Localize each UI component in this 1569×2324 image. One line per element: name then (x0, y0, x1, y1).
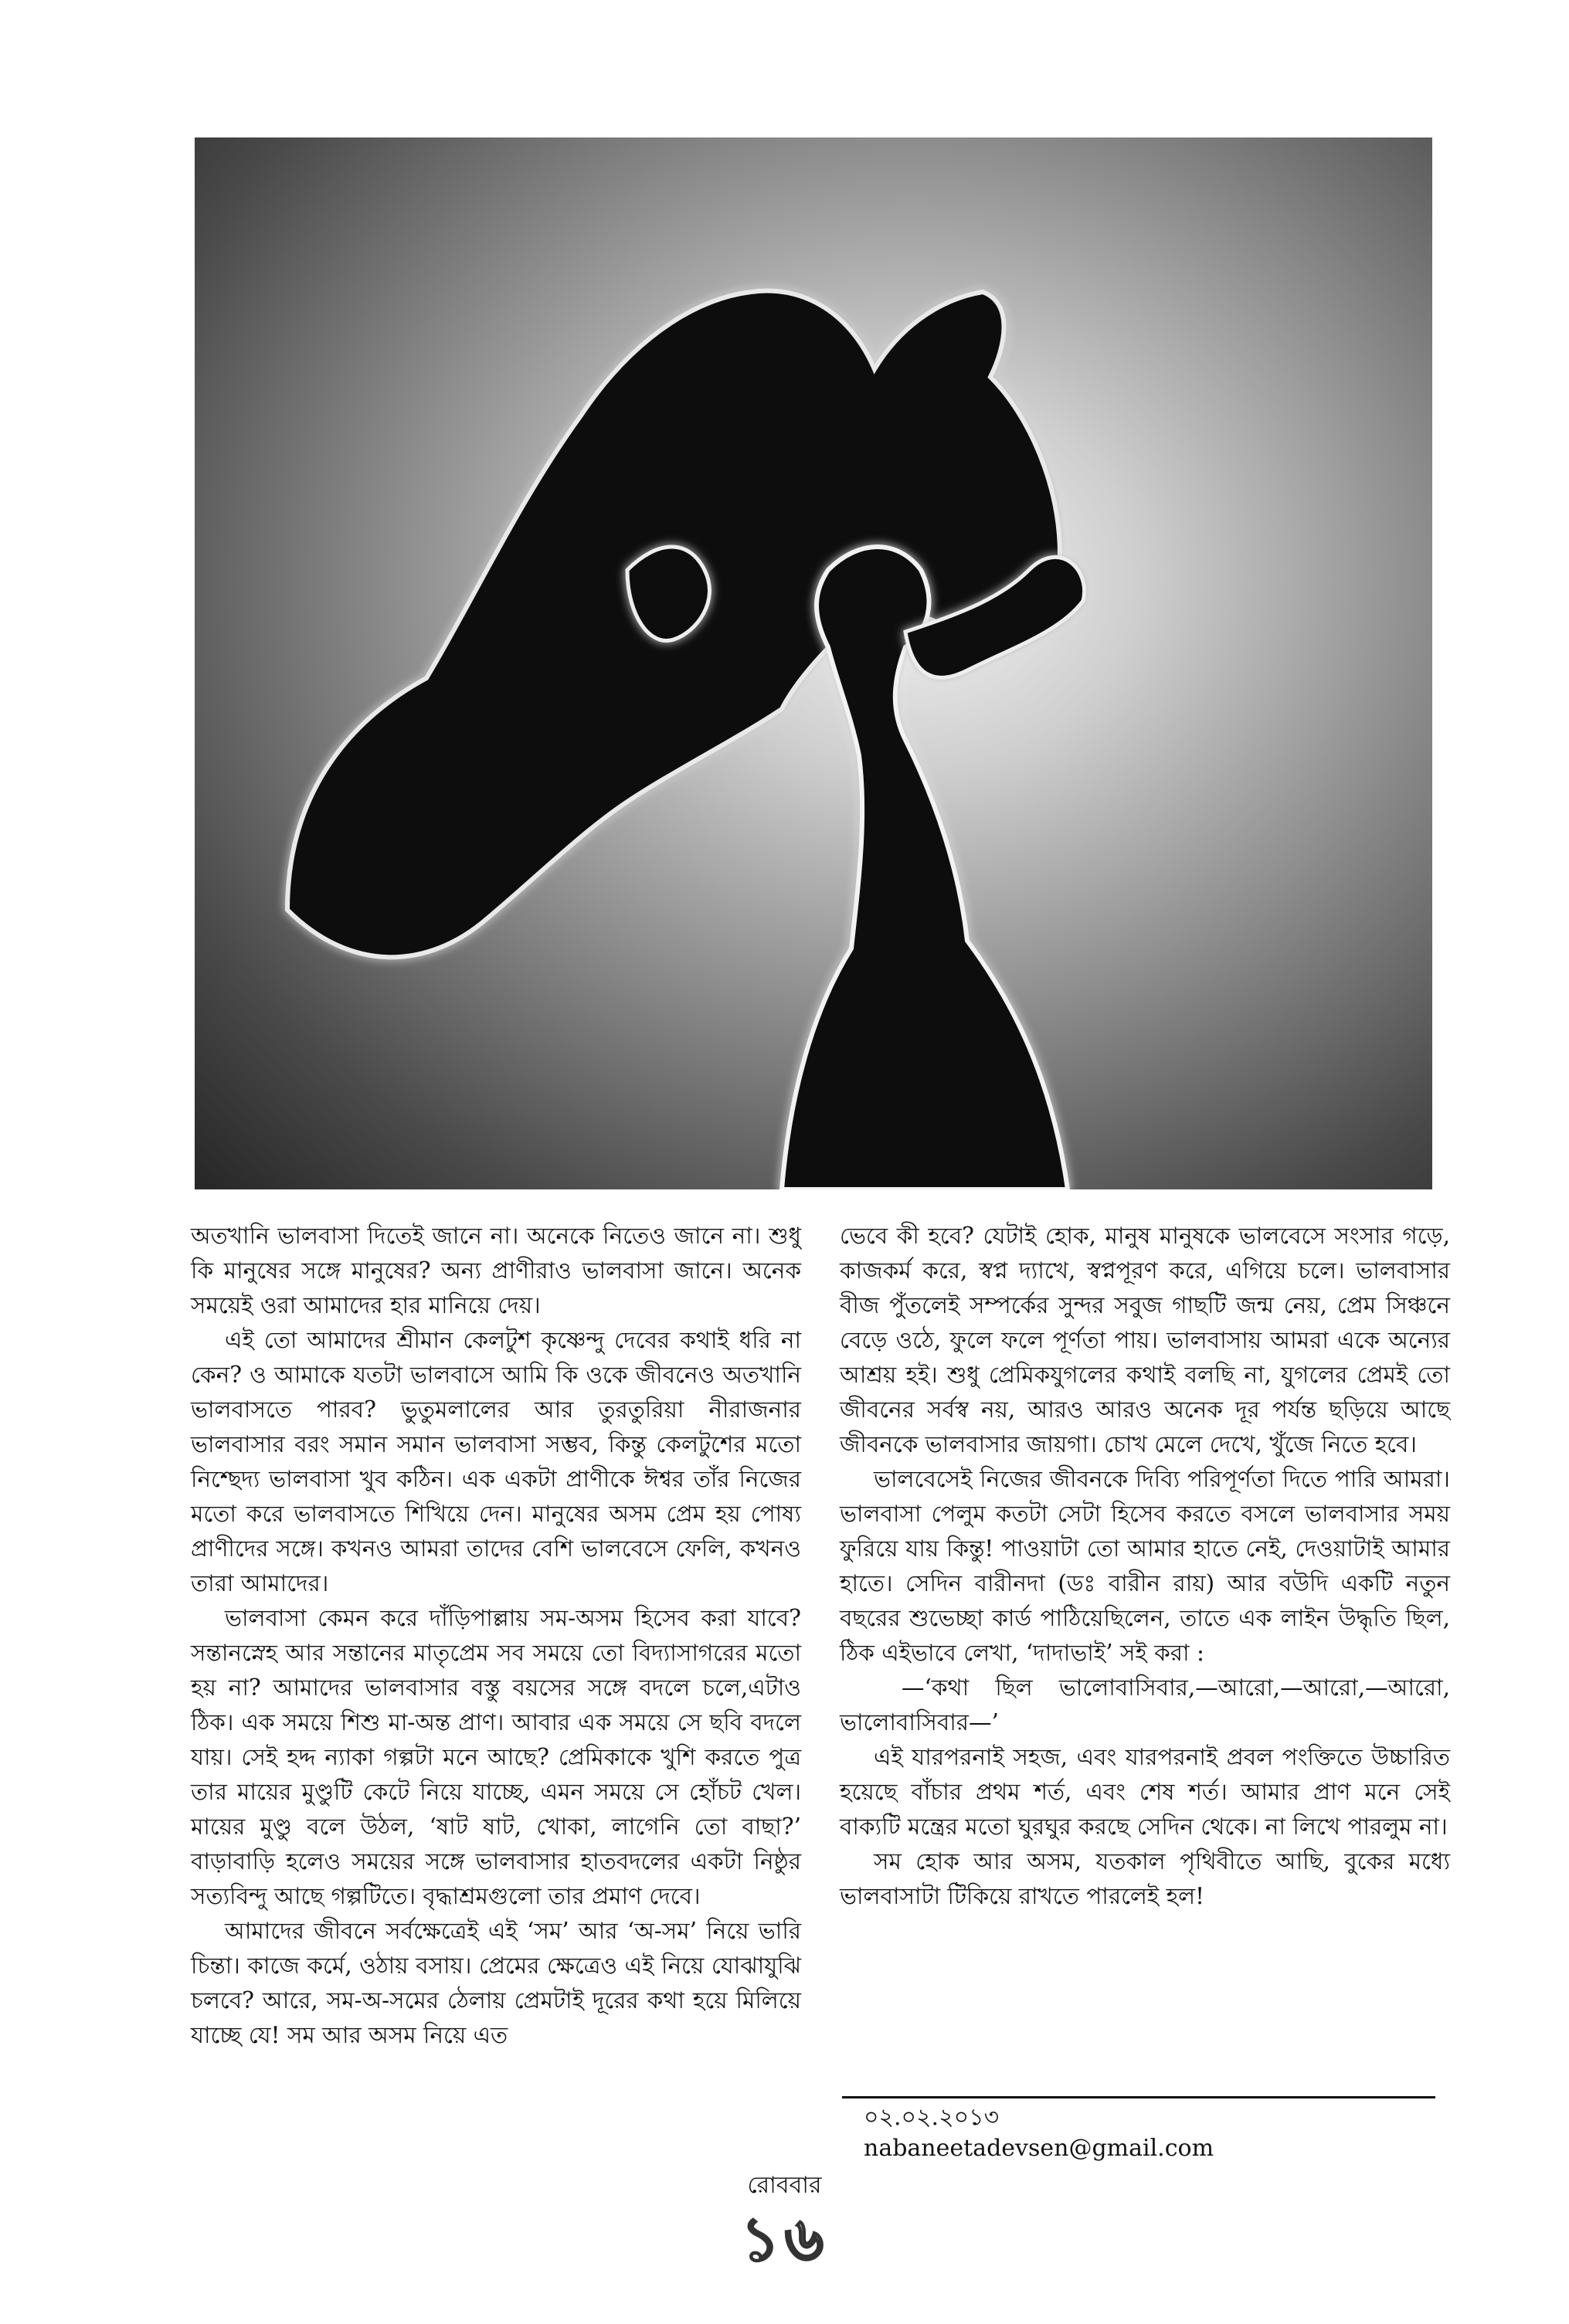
signature-block (864, 2102, 1214, 2164)
quotation: —‘কথা ছিল ভালোবাসিবার,—আরো,—আরো,—আরো, ভালোবাসিবার—’ (840, 1674, 1450, 1735)
paragraph: অতখানি ভালবাসা দিতেই জানে না। অনেকে নিতেও জানে না। শুধু কি মানুষের সঙ্গে মানুষের? অন্য প্রাণীরাও ভালবাসা জানে। অনেক সময়েই ওরা আমাদের হার মানিয়ে দেয়। (191, 1223, 801, 1318)
paragraph: এই যারপরনাই সহজ, এবং যারপরনাই প্রবল পংক্তিতে উচ্চারিত হয়েছে বাঁচার প্রথম শর্ত, এবং শেষ শর্ত। আমার প্রাণ মনে সেই বাক্যটি মন্ত্রের মতো ঘুরঘুর করছে সেদিন থেকে। না লিখে পারলুম না। (840, 1744, 1450, 1840)
paragraph: ভালবেসেই নিজের জীবনকে দিব্যি পরিপূর্ণতা দিতে পারি আমরা। ভালবাসা পেলুম কতটা সেটা হিসেব করতে বসলে ভালবাসার সময় ফুরিয়ে যায় কিন্তু! পাওয়াটা তো আমার হাতে নেই, দেওয়াটাই আমার হাতে। সেদিন বারীনদা (ডঃ বারীন রায়) আর বউদি একটি নতুন বছরের শুভেচ্ছা কার্ড পাঠিয়েছিলেন, তাতে এক লাইন উদ্ধৃতি ছিল, ঠিক এইভাবে লেখা, ‘দাদাভাই’ সই করা : (840, 1466, 1450, 1666)
paragraph: ভালবাসা কেমন করে দাঁড়িপাল্লায় সম-অসম হিসেব করা যাবে? সন্তানস্নেহ আর সন্তানের মাতৃপ্রেম সব সময়ে তো বিদ্যাসাগরের মতো হয় না? আমাদের ভালবাসার বস্তু বয়সের সঙ্গে বদলে চলে,এটাও ঠিক। এক সময়ে শিশু মা-অন্ত প্রাণ। আবার এক সময়ে সে ছবি বদলে যায়। সেই হদ্দ ন্যাকা গল্পটা মনে আছে? প্রেমিকাকে খুশি করতে পুত্র তার মায়ের মুণ্ডুটি কেটে নিয়ে যাচ্ছে, এমন সময়ে সে হোঁচট খেল। মায়ের মুণ্ডু বলে উঠল, ‘ষাট ষাট, খোকা, লাগেনি তো বাছা?’ বাড়াবাড়ি হলেও সময়ের সঙ্গে ভালবাসার হাতবদলের একটা নিষ্ঠুর সত্যবিন্দু আছে গল্পটিতে। বৃদ্ধাশ্রমগুলো তার প্রমাণ দেবে। (191, 1605, 801, 1909)
magazine-name: রোববার (747, 2172, 822, 2199)
article-left-column (191, 1219, 801, 2053)
paragraph: এই তো আমাদের শ্রীমান কেলটুশ কৃষ্ণেন্দু দেবের কথাই ধরি না কেন? ও আমাকে যতটা ভালবাসে আমি কি ওকে জীবনেও অতখানি ভালবাসতে পারব? ভুতুমলালের আর তুরতুরিয়া নীরাজনার ভালবাসার বরং সমান সমান ভালবাসা সম্ভব, কিন্তু কেলটুশের মতো নিশ্ছেদ্য ভালবাসা খুব কঠিন। এক একটা প্রাণীকে ঈশ্বর তাঁর নিজের মতো করে ভালবাসতে শিখিয়ে দেন। মানুষের অসম প্রেম হয় পোষ্য প্রাণীদের সঙ্গে। কখনও আমরা তাদের বেশি ভালবেসে ফেলি, কখনও তারা আমাদের। (191, 1327, 801, 1596)
signature-date: ০২.০২.২০১৩ (864, 2104, 1000, 2131)
silhouette-couple-dancing-icon (195, 137, 1432, 1189)
page-number: ১৬ (740, 2204, 829, 2275)
paragraph: ভেবে কী হবে? যেটাই হোক, মানুষ মানুষকে ভালবেসে সংসার গড়ে, কাজকর্ম করে, স্বপ্ন দ্যাখে, স্বপ্নপূরণ করে, এগিয়ে চলে। ভালবাসার বীজ পুঁতলেই সম্পর্কের সুন্দর সবুজ গাছটি জন্ম নেয়, প্রেম সিঞ্চনে বেড়ে ওঠে, ফুলে ফলে পূর্ণতা পায়। ভালবাসায় আমরা একে অন্যের আশ্রয় হই। শুধু প্রেমিকযুগলের কথাই বলছি না, যুগলের প্রেমই তো জীবনের সর্বস্ব নয়, আরও আরও অনেক দূর পর্যন্ত ছড়িয়ে আছে জীবনকে ভালবাসার জায়গা। চোখ মেলে দেখে, খুঁজে নিতে হবে। (840, 1223, 1450, 1457)
signature-divider (842, 2096, 1435, 2098)
author-email-link[interactable]: nabaneetadevsen@gmail.com (864, 2135, 1214, 2162)
paragraph: আমাদের জীবনে সর্বক্ষেত্রেই এই ‘সম’ আর ‘অ-সম’ নিয়ে ভারি চিন্তা। কাজে কর্মে, ওঠায় বসায়। প্রেমের ক্ষেত্রেও এই নিয়ে যোঝাযুঝি চলবে? আরে, সম-অ-সমের ঠেলায় প্রেমটাই দূরের কথা হয়ে মিলিয়ে যাচ্ছে যে! সম আর অসম নিয়ে এত (191, 1918, 801, 2048)
illustration-silhouette-photo (195, 137, 1432, 1189)
article-right-column (840, 1219, 1450, 1914)
paragraph: সম হোক আর অসম, যতকাল পৃথিবীতে আছি, বুকের মধ্যে ভালবাসাটা টিকিয়ে রাখতে পারলেই হল! (840, 1848, 1450, 1909)
